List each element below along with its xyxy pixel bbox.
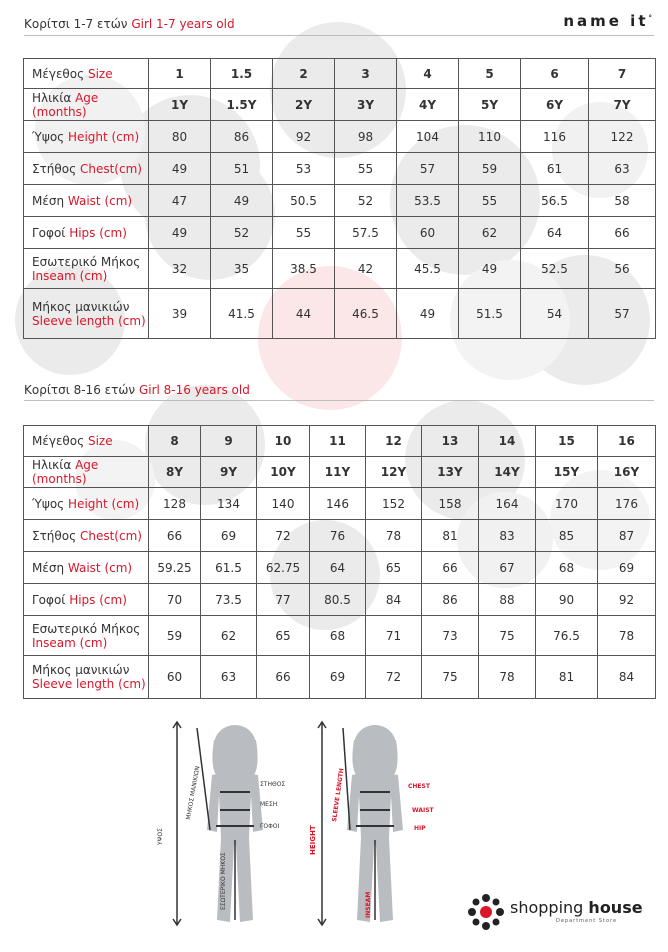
table-row: [24, 584, 656, 616]
table-cell: 62.75: [257, 552, 310, 584]
label-english: Size: [87, 66, 113, 81]
table-cell: 66: [589, 217, 656, 249]
table-row: [24, 153, 656, 185]
store-tagline: Department Store: [556, 918, 618, 924]
row-label: [24, 584, 149, 616]
label-waist-en: WAIST: [412, 807, 434, 814]
table-cell: 73.5: [201, 584, 257, 616]
brand-logo-name-it: name it°: [563, 12, 652, 30]
table-row: [24, 488, 656, 520]
label-english: Waist (cm): [67, 193, 133, 208]
table-cell: 65: [257, 616, 310, 656]
table-cell: 38.5: [273, 249, 335, 289]
table-cell: 49: [149, 153, 211, 185]
label-sleeve-en: SLEEVE LENGTH: [331, 767, 346, 823]
store-name: shopping house: [510, 898, 643, 917]
table-cell: 122: [589, 121, 656, 153]
table-cell: 116: [521, 121, 589, 153]
table-cell: 152: [366, 488, 422, 520]
table-cell: 15Y: [536, 457, 598, 488]
table-cell: 49: [397, 289, 459, 339]
table-cell: 75: [422, 656, 479, 699]
table-cell: 49: [211, 185, 273, 217]
table-cell: 9Y: [201, 457, 257, 488]
table-row: [24, 616, 656, 656]
label-greek: Εσωτερικό Μήκος: [32, 254, 141, 269]
label-greek: Ηλικία: [32, 458, 72, 472]
table-cell: 86: [211, 121, 273, 153]
label-greek: Μήκος μανικιών: [32, 299, 130, 314]
table-cell: 69: [598, 552, 656, 584]
table-cell: 78: [598, 616, 656, 656]
table-cell: 92: [598, 584, 656, 616]
table-cell: 64: [310, 552, 366, 584]
table-cell: 45.5: [397, 249, 459, 289]
row-label: [24, 457, 149, 488]
table-cell: 66: [422, 552, 479, 584]
table-cell: 75: [479, 616, 536, 656]
label-greek: Στήθος: [32, 161, 77, 176]
label-greek: Μέση: [32, 193, 65, 208]
table-cell: 70: [149, 584, 201, 616]
section-title-girls-1-7: Κορίτσι 1-7 ετών Girl 1-7 years old: [24, 17, 235, 31]
table-cell: 4Y: [397, 89, 459, 121]
table-cell: 3Y: [335, 89, 397, 121]
table-cell: 41.5: [211, 289, 273, 339]
table-cell: 110: [459, 121, 521, 153]
label-greek: Μέση: [32, 560, 65, 575]
table-cell: 158: [422, 488, 479, 520]
table-cell: 4: [397, 59, 459, 89]
label-chest-gr: ΣΤΗΘΟΣ: [260, 781, 286, 788]
table-cell: 128: [149, 488, 201, 520]
divider: [24, 35, 654, 36]
table-cell: 72: [366, 656, 422, 699]
table-cell: 66: [257, 656, 310, 699]
table-cell: 11: [310, 426, 366, 457]
table-row: [24, 289, 656, 339]
table-cell: 10: [257, 426, 310, 457]
table-cell: 176: [598, 488, 656, 520]
table-cell: 76.5: [536, 616, 598, 656]
row-label: [24, 249, 149, 289]
table-cell: 12Y: [366, 457, 422, 488]
table-cell: 52: [211, 217, 273, 249]
label-english: Waist (cm): [67, 560, 133, 575]
table-cell: 69: [201, 520, 257, 552]
table-cell: 3: [335, 59, 397, 89]
table-cell: 55: [273, 217, 335, 249]
table-cell: 10Y: [257, 457, 310, 488]
label-inseam-gr: ΕΣΩΤΕΡΙΚΟ ΜΗΚΟΣ: [220, 852, 227, 910]
table-cell: 8: [149, 426, 201, 457]
table-cell: 170: [536, 488, 598, 520]
label-english: Height (cm): [68, 496, 140, 511]
table-cell: 5: [459, 59, 521, 89]
table-cell: 15: [536, 426, 598, 457]
label-english: Inseam (cm): [32, 635, 108, 650]
table-row: [24, 249, 656, 289]
table-cell: 32: [149, 249, 211, 289]
table-cell: 57.5: [335, 217, 397, 249]
table-cell: 85: [536, 520, 598, 552]
table-row: [24, 552, 656, 584]
table-cell: 81: [422, 520, 479, 552]
label-hips-gr: ΓΟΦΟΙ: [260, 823, 280, 830]
label-english: Size: [87, 434, 113, 448]
table-cell: 62: [201, 616, 257, 656]
table-cell: 76: [310, 520, 366, 552]
label-greek: Μήκος μανικιών: [32, 663, 130, 677]
row-label: [24, 616, 149, 656]
table-cell: 90: [536, 584, 598, 616]
table-cell: 53.5: [397, 185, 459, 217]
table-cell: 81: [536, 656, 598, 699]
table-cell: 6Y: [521, 89, 589, 121]
table-cell: 134: [201, 488, 257, 520]
table-cell: 51.5: [459, 289, 521, 339]
label-english: Inseam (cm): [32, 268, 108, 283]
label-sleeve-gr: ΜΗΚΟΣ ΜΑΝΙΚΙΩΝ: [185, 765, 202, 821]
table-cell: 53: [273, 153, 335, 185]
table-cell: 66: [149, 520, 201, 552]
row-label: [24, 426, 149, 457]
table-cell: 164: [479, 488, 536, 520]
row-label: [24, 59, 149, 89]
table-cell: 73: [422, 616, 479, 656]
table-cell: 13Y: [422, 457, 479, 488]
label-greek: Ηλικία: [32, 90, 72, 105]
table-cell: 13: [422, 426, 479, 457]
table-cell: 7: [589, 59, 656, 89]
shopping-house-logo-icon: [466, 892, 506, 932]
table-cell: 2Y: [273, 89, 335, 121]
label-greek: Ύψος: [32, 496, 65, 511]
table-cell: 68: [310, 616, 366, 656]
label-greek: Εσωτερικό Μήκος: [32, 621, 141, 636]
table-cell: 16: [598, 426, 656, 457]
table-cell: 35: [211, 249, 273, 289]
table-cell: 55: [459, 185, 521, 217]
table-cell: 2: [273, 59, 335, 89]
table-cell: 68: [536, 552, 598, 584]
label-inseam-en: INSEAM: [365, 891, 372, 918]
table-cell: 140: [257, 488, 310, 520]
table-cell: 63: [201, 656, 257, 699]
table-row: [24, 89, 656, 121]
table-cell: 69: [310, 656, 366, 699]
label-english: Sleeve length (cm): [32, 677, 146, 691]
row-label: [24, 520, 149, 552]
row-label: [24, 185, 149, 217]
table-cell: 1.5Y: [211, 89, 273, 121]
table-cell: 49: [459, 249, 521, 289]
row-label: [24, 121, 149, 153]
table-cell: 78: [479, 656, 536, 699]
size-table-girls-8-16: [23, 425, 656, 699]
label-english: Chest(cm): [79, 528, 142, 543]
table-cell: 54: [521, 289, 589, 339]
table-cell: 47: [149, 185, 211, 217]
table-cell: 46.5: [335, 289, 397, 339]
table-cell: 84: [366, 584, 422, 616]
table-cell: 16Y: [598, 457, 656, 488]
table-cell: 1Y: [149, 89, 211, 121]
table-cell: 44: [273, 289, 335, 339]
table-header-row: [24, 59, 656, 89]
table-row: [24, 656, 656, 699]
size-table-girls-1-7: [23, 58, 656, 339]
table-cell: 5Y: [459, 89, 521, 121]
row-label: [24, 89, 149, 121]
table-cell: 57: [397, 153, 459, 185]
row-label: [24, 656, 149, 699]
table-cell: 62: [459, 217, 521, 249]
table-row: [24, 457, 656, 488]
table-cell: 61: [521, 153, 589, 185]
table-cell: 59: [459, 153, 521, 185]
label-english: Age (months): [32, 458, 99, 486]
row-label: [24, 289, 149, 339]
label-english: Sleeve length (cm): [32, 313, 146, 328]
label-english: Height (cm): [68, 129, 140, 144]
table-cell: 80: [149, 121, 211, 153]
table-cell: 65: [366, 552, 422, 584]
table-cell: 6: [521, 59, 589, 89]
section-title-girls-8-16: Κορίτσι 8-16 ετών Girl 8-16 years old: [24, 383, 250, 397]
row-label: [24, 552, 149, 584]
row-label: [24, 488, 149, 520]
table-row: [24, 217, 656, 249]
table-cell: 49: [149, 217, 211, 249]
table-cell: 42: [335, 249, 397, 289]
table-cell: 52: [335, 185, 397, 217]
table-cell: 80.5: [310, 584, 366, 616]
row-label: [24, 217, 149, 249]
label-greek: Μέγεθος: [32, 66, 85, 81]
table-cell: 92: [273, 121, 335, 153]
divider: [24, 400, 654, 401]
table-cell: 71: [366, 616, 422, 656]
label-english: Age (months): [32, 90, 99, 119]
label-waist-gr: ΜΕΣΗ: [260, 801, 278, 808]
table-cell: 1: [149, 59, 211, 89]
label-hip-en: HIP: [414, 825, 426, 832]
table-cell: 77: [257, 584, 310, 616]
table-cell: 60: [397, 217, 459, 249]
table-cell: 56: [589, 249, 656, 289]
table-cell: 98: [335, 121, 397, 153]
label-english: Hips (cm): [69, 225, 127, 240]
table-row: [24, 121, 656, 153]
label-english: Hips (cm): [69, 592, 127, 607]
table-cell: 55: [335, 153, 397, 185]
table-cell: 88: [479, 584, 536, 616]
table-cell: 61.5: [201, 552, 257, 584]
label-english: Chest(cm): [79, 161, 142, 176]
table-cell: 14: [479, 426, 536, 457]
label-greek: Γοφοί: [32, 592, 66, 607]
table-cell: 64: [521, 217, 589, 249]
table-cell: 12: [366, 426, 422, 457]
table-cell: 50.5: [273, 185, 335, 217]
table-row: [24, 185, 656, 217]
table-cell: 11Y: [310, 457, 366, 488]
table-cell: 60: [149, 656, 201, 699]
table-cell: 63: [589, 153, 656, 185]
label-greek: Στήθος: [32, 528, 77, 543]
table-cell: 86: [422, 584, 479, 616]
table-cell: 83: [479, 520, 536, 552]
table-cell: 8Y: [149, 457, 201, 488]
table-cell: 78: [366, 520, 422, 552]
label-chest-en: CHEST: [408, 783, 430, 790]
table-cell: 84: [598, 656, 656, 699]
label-greek: Μέγεθος: [32, 434, 85, 448]
table-cell: 59.25: [149, 552, 201, 584]
row-label: [24, 153, 149, 185]
table-cell: 1.5: [211, 59, 273, 89]
table-cell: 104: [397, 121, 459, 153]
label-greek: Ύψος: [32, 129, 65, 144]
table-cell: 72: [257, 520, 310, 552]
table-cell: 14Y: [479, 457, 536, 488]
label-height-en: HEIGHT: [309, 825, 317, 855]
table-cell: 51: [211, 153, 273, 185]
table-cell: 58: [589, 185, 656, 217]
label-greek: Γοφοί: [32, 225, 66, 240]
table-cell: 57: [589, 289, 656, 339]
table-cell: 7Y: [589, 89, 656, 121]
table-cell: 67: [479, 552, 536, 584]
label-height-gr: ΥΨΟΣ: [157, 828, 164, 845]
table-cell: 59: [149, 616, 201, 656]
table-cell: 39: [149, 289, 211, 339]
measurement-figures: [150, 720, 450, 935]
table-cell: 146: [310, 488, 366, 520]
table-cell: 56.5: [521, 185, 589, 217]
table-header-row: [24, 426, 656, 457]
table-cell: 87: [598, 520, 656, 552]
table-cell: 52.5: [521, 249, 589, 289]
table-row: [24, 520, 656, 552]
table-cell: 9: [201, 426, 257, 457]
